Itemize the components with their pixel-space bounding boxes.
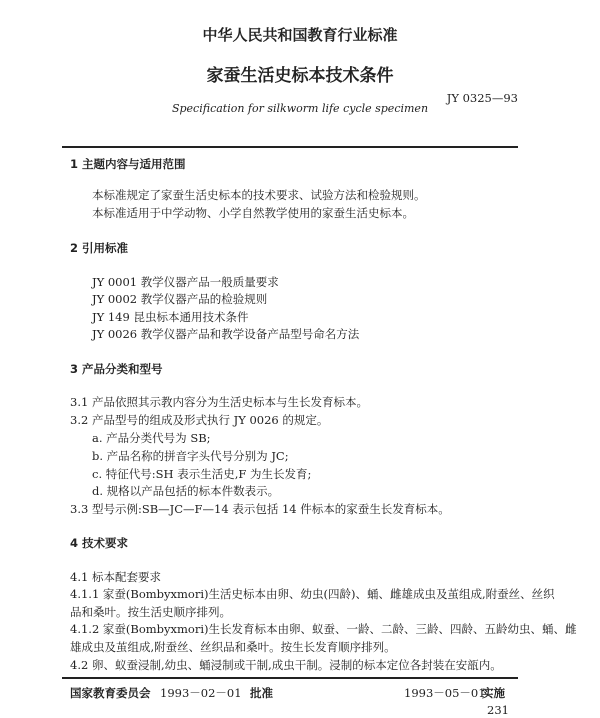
clause-line: 3.1 产品依照其示教内容分为生活史标本与生长发育标本。 (70, 395, 368, 409)
reference-item: JY 149 昆虫标本通用技术条件 (92, 310, 249, 324)
clause-line: 3.3 型号示例:SB—JC—F—14 表示包括 14 件标本的家蚕生长发育标本。 (70, 502, 450, 516)
clause-line: 4.1 标本配套要求 (70, 570, 161, 584)
org-standard-title: 中华人民共和国教育行业标准 (202, 26, 398, 44)
reference-item: JY 0002 教学仪器产品的检验规则 (92, 292, 268, 306)
paragraph-line: 本标准规定了家蚕生活史标本的技术要求、试验方法和检验规则。 (92, 188, 426, 202)
effective-date: 1993－05－01 (404, 686, 486, 700)
list-item: d. 规格以产品包括的标本件数表示。 (92, 484, 280, 498)
reference-item: JY 0001 教学仪器产品一般质量要求 (92, 275, 279, 289)
section-4-heading: 4 技术要求 (70, 536, 129, 550)
approved-date: 1993－02－01 (160, 686, 242, 700)
clause-line: 3.2 产品型号的组成及形式执行 JY 0026 的规定。 (70, 413, 329, 427)
reference-item: JY 0026 教学仪器产品和教学设备产品型号命名方法 (92, 327, 360, 341)
page-number: 231 (487, 703, 509, 717)
list-item: a. 产品分类代号为 SB; (92, 431, 211, 445)
footer-rule (62, 677, 518, 679)
header-rule (62, 146, 518, 148)
clause-line: 4.1.2 家蚕(Bombyxmori)生长发育标本由卵、蚁蚕、一龄、二龄、三龄、四龄、五龄幼虫、蛹、雌 (70, 622, 577, 636)
clause-line: 4.1.1 家蚕(Bombyxmori)生活史标本由卵、幼虫(四龄)、蛹、雌雄成虫及茧组成,附蚕丝、丝织 (70, 587, 555, 601)
issuer: 国家教育委员会 (70, 686, 151, 700)
list-item: c. 特征代号:SH 表示生活史,F 为生长发育; (92, 467, 312, 481)
standard-code: JY 0325—93 (446, 91, 518, 105)
approved-label: 批准 (250, 686, 273, 700)
english-title: Specification for silkworm life cycle specimen (171, 102, 429, 115)
section-2-heading: 2 引用标准 (70, 241, 129, 255)
clause-line: 4.2 卵、蚁蚕浸制,幼虫、蛹浸制或干制,成虫干制。浸制的标本定位各封装在安瓿内。 (70, 658, 502, 672)
clause-line: 雄成虫及茧组成,附蚕丝、丝织品和桑叶。按生长发育顺序排列。 (70, 640, 396, 654)
list-item: b. 产品名称的拼音字头代号分别为 JC; (92, 449, 289, 463)
paragraph-line: 本标准适用于中学动物、小学自然教学使用的家蚕生活史标本。 (92, 206, 414, 220)
clause-line: 品和桑叶。按生活史顺序排列。 (70, 605, 231, 619)
section-3-heading: 3 产品分类和型号 (70, 362, 163, 376)
section-1-heading: 1 主题内容与适用范围 (70, 157, 186, 171)
effective-label: 实施 (482, 686, 505, 700)
document-title: 家蚕生活史标本技术条件 (206, 66, 394, 86)
